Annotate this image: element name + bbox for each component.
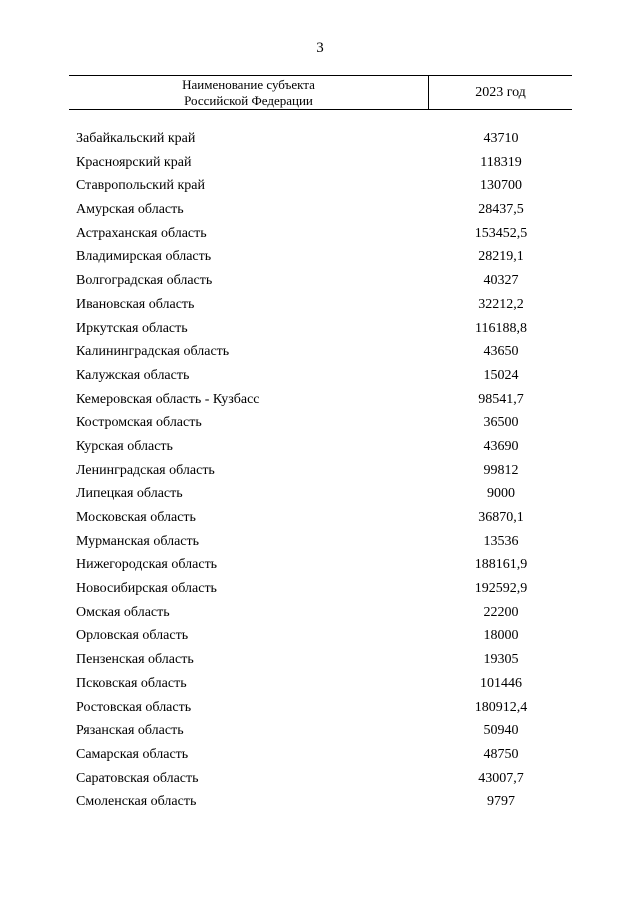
region-value: 13536 bbox=[483, 533, 519, 549]
table-row bbox=[0, 247, 640, 271]
region-name: Московская область bbox=[76, 510, 196, 525]
table-row bbox=[0, 745, 640, 769]
region-value: 18000 bbox=[483, 628, 519, 644]
table-row bbox=[0, 153, 640, 177]
region-name: Калининградская область bbox=[76, 344, 230, 360]
column-header-subject-line1: Наименование субъекта bbox=[182, 76, 315, 92]
region-name: Амурская область bbox=[76, 202, 184, 218]
region-value: 118319 bbox=[480, 154, 522, 170]
table-row bbox=[0, 342, 640, 366]
column-header-subject-line2: Российской Федерации bbox=[184, 92, 313, 108]
region-value: 19305 bbox=[483, 652, 519, 668]
region-value: 188161,9 bbox=[474, 557, 528, 573]
region-value: 43710 bbox=[483, 131, 519, 146]
table-row bbox=[0, 532, 640, 556]
region-value: 43650 bbox=[483, 344, 519, 360]
region-value: 9797 bbox=[487, 794, 515, 810]
table-row bbox=[0, 484, 640, 508]
region-name: Мурманская область bbox=[76, 533, 200, 549]
region-value: 180912,4 bbox=[474, 699, 528, 715]
region-name: Нижегородская область bbox=[76, 557, 218, 573]
region-name: Смоленская область bbox=[76, 794, 197, 810]
region-value: 28219,1 bbox=[478, 249, 524, 265]
region-name: Красноярский край bbox=[76, 154, 192, 170]
region-name: Ставропольский край bbox=[76, 178, 205, 194]
table-row bbox=[0, 650, 640, 674]
region-value: 99812 bbox=[483, 462, 519, 478]
region-value: 36870,1 bbox=[478, 510, 524, 525]
region-name: Липецкая область bbox=[76, 486, 183, 502]
region-name: Пензенская область bbox=[76, 652, 194, 668]
table-row bbox=[0, 721, 640, 745]
region-value: 48750 bbox=[483, 746, 519, 762]
table-row bbox=[0, 508, 640, 532]
region-value: 153452,5 bbox=[474, 225, 528, 241]
region-value: 116188,8 bbox=[475, 320, 527, 336]
region-name: Ленинградская область bbox=[76, 462, 215, 478]
region-value: 130700 bbox=[480, 178, 522, 194]
column-header-subject bbox=[69, 76, 429, 109]
region-name: Забайкальский край bbox=[76, 131, 196, 146]
table-row bbox=[0, 271, 640, 295]
region-name: Астраханская область bbox=[76, 225, 207, 241]
table-row bbox=[0, 769, 640, 793]
region-name: Кемеровская область - Кузбасс bbox=[76, 391, 260, 407]
region-value: 9000 bbox=[487, 486, 515, 502]
table-body bbox=[0, 129, 640, 816]
region-value: 36500 bbox=[483, 415, 519, 431]
region-value: 28437,5 bbox=[478, 202, 524, 218]
region-value: 50940 bbox=[483, 723, 519, 739]
page-number: 3 bbox=[316, 40, 324, 56]
region-name: Саратовская область bbox=[76, 770, 199, 786]
table-row bbox=[0, 437, 640, 461]
region-name: Рязанская область bbox=[76, 723, 184, 739]
table-row bbox=[0, 792, 640, 816]
region-name: Иркутская область bbox=[76, 320, 188, 336]
region-name: Волгоградская область bbox=[76, 273, 213, 289]
table-row bbox=[0, 674, 640, 698]
table-row bbox=[0, 129, 640, 153]
region-name: Калужская область bbox=[76, 367, 190, 383]
table-row bbox=[0, 461, 640, 485]
table-row bbox=[0, 413, 640, 437]
region-value: 101446 bbox=[480, 675, 522, 691]
region-value: 43007,7 bbox=[478, 770, 524, 786]
table-row bbox=[0, 366, 640, 390]
region-value: 192592,9 bbox=[474, 581, 528, 597]
table-row bbox=[0, 224, 640, 248]
region-value: 98541,7 bbox=[478, 391, 524, 407]
table-row bbox=[0, 200, 640, 224]
region-value: 40327 bbox=[483, 273, 519, 289]
column-header-year: 2023 год bbox=[475, 84, 526, 100]
region-name: Владимирская область bbox=[76, 249, 212, 265]
region-value: 32212,2 bbox=[478, 296, 524, 312]
region-value: 22200 bbox=[483, 604, 519, 620]
region-name: Костромская область bbox=[76, 415, 202, 431]
table-header bbox=[69, 75, 572, 110]
table-row bbox=[0, 603, 640, 627]
table-row bbox=[0, 579, 640, 603]
region-name: Новосибирская область bbox=[76, 581, 217, 597]
table-row bbox=[0, 626, 640, 650]
table-row bbox=[0, 319, 640, 343]
table-row bbox=[0, 390, 640, 414]
region-value: 15024 bbox=[483, 367, 519, 383]
region-name: Орловская область bbox=[76, 628, 189, 644]
region-value: 43690 bbox=[483, 438, 519, 454]
region-name: Самарская область bbox=[76, 746, 189, 762]
table-row bbox=[0, 295, 640, 319]
table-row bbox=[0, 176, 640, 200]
region-name: Псковская область bbox=[76, 675, 187, 691]
region-name: Ивановская область bbox=[76, 296, 195, 312]
table-row bbox=[0, 698, 640, 722]
table-row bbox=[0, 555, 640, 579]
region-name: Ростовская область bbox=[76, 699, 192, 715]
region-name: Омская область bbox=[76, 604, 170, 620]
region-name: Курская область bbox=[76, 438, 173, 454]
